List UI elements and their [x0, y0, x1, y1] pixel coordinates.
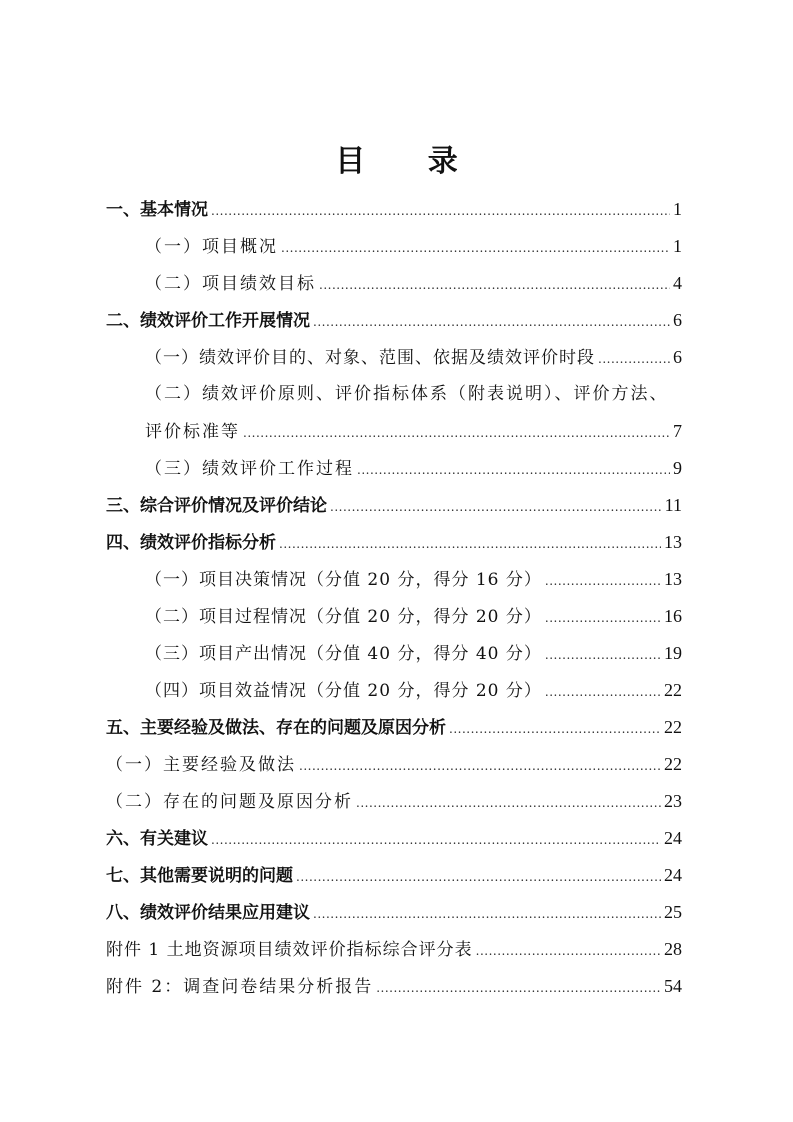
toc-entry[interactable] — [0, 382, 793, 456]
toc-entry[interactable] — [0, 641, 793, 678]
toc-entry-continuation: 评价标准等 — [145, 422, 240, 442]
toc-entry-label: 三、综合评价情况及评价结论 — [106, 496, 327, 516]
toc-entry[interactable] — [0, 456, 793, 493]
toc-leader-dots — [319, 273, 670, 297]
toc-entry[interactable] — [0, 271, 793, 308]
toc-page-number: 54 — [664, 976, 682, 996]
toc-page-number: 22 — [664, 680, 682, 700]
toc-leader-dots — [545, 569, 661, 593]
toc-entry-label: （三）绩效评价工作过程 — [145, 459, 354, 479]
toc-page-number: 13 — [664, 532, 682, 552]
toc-entry[interactable] — [0, 752, 793, 789]
toc-entry[interactable] — [0, 937, 793, 974]
toc-entry-label: （二）绩效评价原则、评价指标体系（附表说明）、评价方法、 — [145, 384, 669, 404]
toc-leader-dots — [598, 347, 670, 371]
toc-page-number: 22 — [664, 754, 682, 774]
toc-leader-dots — [449, 717, 661, 741]
toc-leader-dots — [281, 236, 670, 260]
toc-leader-dots — [279, 532, 661, 556]
toc-entry-label: 四、绩效评价指标分析 — [106, 533, 276, 553]
toc-leader-dots — [330, 495, 662, 519]
toc-entry[interactable] — [0, 567, 793, 604]
toc-page-number: 1 — [673, 199, 682, 219]
toc-entry-label: 一、基本情况 — [106, 200, 208, 220]
toc-leader-dots — [313, 310, 670, 334]
toc-entry[interactable] — [0, 604, 793, 641]
toc-page-number: 6 — [673, 310, 682, 330]
toc-entry-label: （四）项目效益情况（分值 20 分，得分 20 分） — [145, 681, 542, 701]
toc-entry-label: （一）项目决策情况（分值 20 分，得分 16 分） — [145, 570, 542, 590]
toc-leader-dots — [313, 902, 661, 926]
toc-page-number: 28 — [664, 939, 682, 959]
toc-entry[interactable] — [0, 308, 793, 345]
toc-entry-label: （二）项目过程情况（分值 20 分，得分 20 分） — [145, 607, 542, 627]
toc-entry[interactable] — [0, 974, 793, 1011]
toc-entry[interactable] — [0, 900, 793, 937]
toc-leader-dots — [243, 421, 670, 445]
toc-page-number: 4 — [673, 273, 682, 293]
toc-entry[interactable] — [0, 345, 793, 382]
toc-entry-label: 八、绩效评价结果应用建议 — [106, 903, 310, 923]
toc-entry[interactable] — [0, 493, 793, 530]
toc-page-number: 16 — [664, 606, 682, 626]
toc-leader-dots — [376, 976, 661, 1000]
toc-entry-label: 二、绩效评价工作开展情况 — [106, 311, 310, 331]
toc-leader-dots — [545, 606, 661, 630]
page-title: 目 录 — [335, 144, 484, 179]
toc-leader-dots — [296, 865, 661, 889]
toc-entry[interactable] — [0, 826, 793, 863]
toc-leader-dots — [545, 680, 661, 704]
toc-entry-label: （二）项目绩效目标 — [145, 274, 316, 294]
toc-entry-label: 七、其他需要说明的问题 — [106, 866, 293, 886]
toc-leader-dots — [545, 643, 661, 667]
toc-leader-dots — [211, 828, 661, 852]
toc-page-number: 25 — [664, 902, 682, 922]
toc-entry-label: 附件 2：调查问卷结果分析报告 — [106, 977, 374, 997]
toc-entry[interactable] — [0, 678, 793, 715]
toc-entry[interactable] — [0, 530, 793, 567]
toc-page-number: 19 — [664, 643, 682, 663]
toc-page-number: 1 — [673, 236, 682, 256]
toc-page-number: 7 — [673, 421, 682, 441]
toc-entry[interactable] — [0, 234, 793, 271]
toc-entry[interactable] — [0, 863, 793, 900]
toc-entry-label: （一）主要经验及做法 — [106, 755, 296, 775]
toc-entry[interactable] — [0, 789, 793, 826]
toc-entry-label: 五、主要经验及做法、存在的问题及原因分析 — [106, 718, 446, 738]
toc-entry-label: 附件 1 土地资源项目绩效评价指标综合评分表 — [106, 940, 473, 960]
toc-entry[interactable] — [0, 197, 793, 234]
toc-entry-label: （三）项目产出情况（分值 40 分，得分 40 分） — [145, 644, 542, 664]
toc-entry-label: （二）存在的问题及原因分析 — [106, 792, 353, 812]
toc-entry[interactable] — [0, 715, 793, 752]
toc-leader-dots — [211, 199, 670, 223]
toc-leader-dots — [299, 754, 661, 778]
toc-page-number: 9 — [673, 458, 682, 478]
toc-leader-dots — [476, 939, 661, 963]
toc-page-number: 13 — [664, 569, 682, 589]
toc-leader-dots — [356, 791, 661, 815]
toc-entry-label: （一）绩效评价目的、对象、范围、依据及绩效评价时段 — [145, 348, 595, 368]
toc-page-number: 6 — [673, 347, 682, 367]
toc-leader-dots — [357, 458, 670, 482]
toc-page-number: 22 — [664, 717, 682, 737]
toc-page-number: 23 — [664, 791, 682, 811]
toc-page-number: 11 — [664, 495, 682, 515]
toc-entry-label: （一）项目概况 — [145, 237, 278, 257]
toc-entry-label: 六、有关建议 — [106, 829, 208, 849]
toc-page-number: 24 — [664, 865, 682, 885]
toc-page-number: 24 — [664, 828, 682, 848]
